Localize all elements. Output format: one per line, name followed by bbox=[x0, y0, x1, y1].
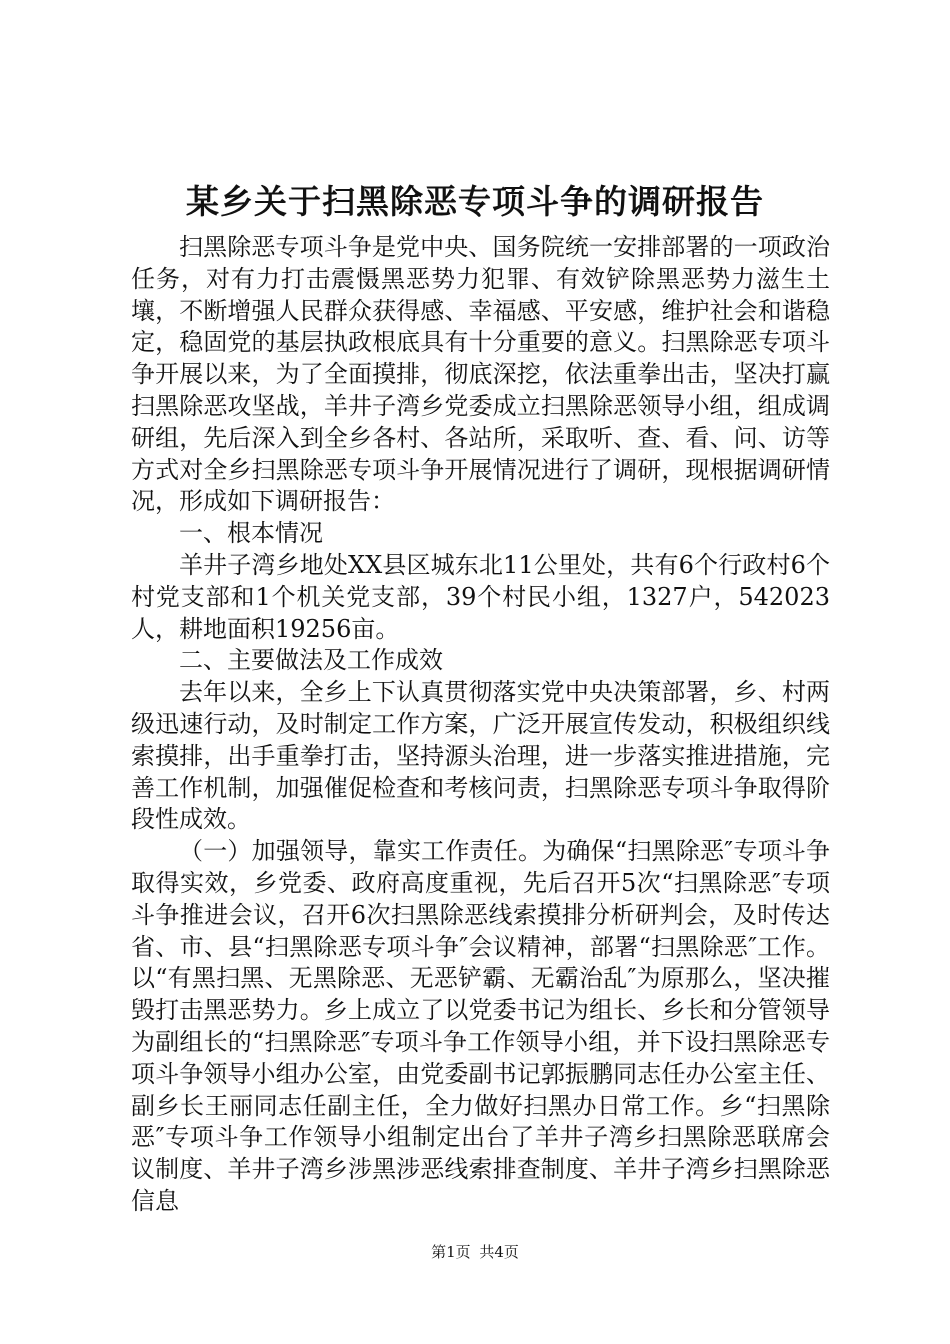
paragraph-basic-situation: 羊井子湾乡地处XX县区城东北11公里处，共有6个行政村6个村党支部和1个机关党支部，39个村民小组，1327户，542023人，耕地面积19256亩。 bbox=[131, 550, 830, 643]
section-heading-basic-situation: 一、根本情况 bbox=[179, 519, 323, 548]
paragraph-leadership: （一）加强领导，靠实工作责任。为确保“扫黑除恶″专项斗争取得实效，乡党委、政府高度重视，先后召开5次“扫黑除恶″专项斗争推进会议，召开6次扫黑除恶线索摸排分析研判会，及时传达省、市、县“扫黑除恶专项斗争″会议精神，部署“扫黑除恶″工作。以“有黑扫黑、无黑除恶、无恶铲霸、无霸治乱″为原那么，坚决摧毁打击黑恶势力。乡上成立了以党委书记为组长、乡长和分管领导为副组长的“扫黑除恶″专项斗争工作领导小组，并下设扫黑除恶专项斗争领导小组办公室，由党委副书记郭振鹏同志任办公室主任、副乡长王丽同志任副主任，全力做好扫黑办日常工作。乡“扫黑除恶″专项斗争工作领导小组制定出台了羊井子湾乡扫黑除恶联席会议制度、羊井子湾乡涉黑涉恶线索排查制度、羊井子湾乡扫黑除恶信息 bbox=[131, 837, 830, 1215]
paragraph-intro: 扫黑除恶专项斗争是党中央、国务院统一安排部署的一项政治任务，对有力打击震慑黑恶势力犯罪、有效铲除黑恶势力滋生土壤，不断增强人民群众获得感、幸福感、平安感，维护社会和谐稳定，稳固党的基层执政根底具有十分重要的意义。扫黑除恶专项斗争开展以来，为了全面摸排，彻底深挖，依法重拳出击，坚决打赢扫黑除恶攻坚战，羊井子湾乡党委成立扫黑除恶领导小组，组成调研组，先后深入到全乡各村、各站所，采取听、查、看、问、访等方式对全乡扫黑除恶专项斗争开展情况进行了调研，现根据调研情况，形成如下调研报告： bbox=[131, 233, 830, 516]
paragraph-main-measures: 去年以来，全乡上下认真贯彻落实党中央决策部署，乡、村两级迅速行动，及时制定工作方案，广泛开展宣传发动，积极组织线索摸排，出手重拳打击，坚持源头治理，进一步落实推进措施，完善工作机制，加强催促检查和考核问责，扫黑除恶专项斗争取得阶段性成效。 bbox=[131, 678, 830, 834]
document-title: 某乡关于扫黑除恶专项斗争的调研报告 bbox=[186, 182, 764, 221]
page-footer bbox=[0, 1242, 950, 1262]
document-body bbox=[131, 232, 830, 1218]
page-total: 共4页 bbox=[479, 1243, 519, 1261]
page-number: 第1页 bbox=[431, 1243, 471, 1261]
section-heading-main-measures: 二、主要做法及工作成效 bbox=[179, 646, 443, 675]
